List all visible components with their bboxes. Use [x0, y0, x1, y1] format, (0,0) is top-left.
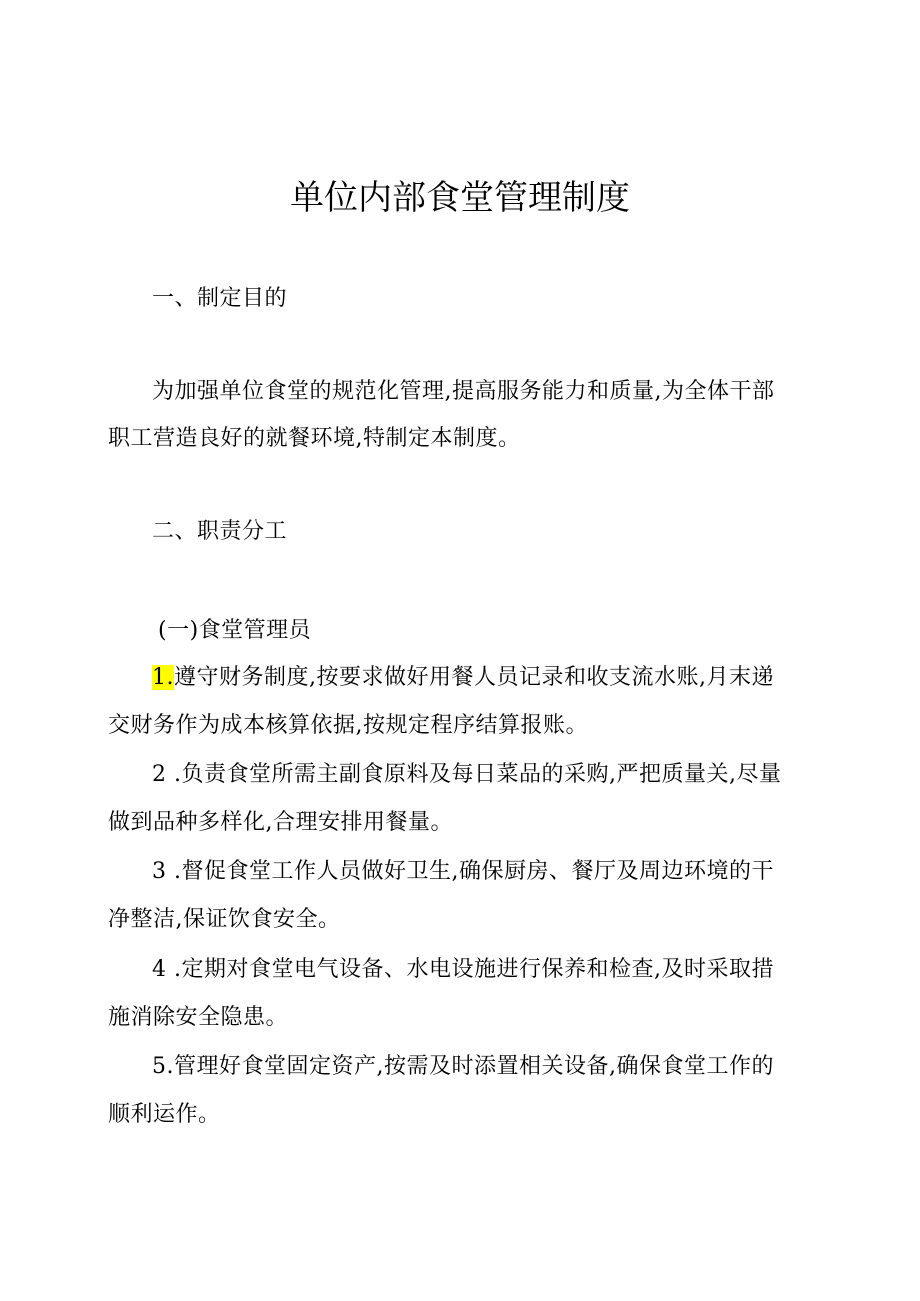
list-item-continuation: 做到品种多样化,合理安排用餐量。: [108, 810, 453, 835]
item-text: .定期对食堂电气设备、水电设施进行保养和检查,及时采取措: [174, 957, 774, 982]
item-number: 2: [152, 762, 167, 787]
list-item: [152, 760, 781, 790]
list-item-continuation: 顺利运作。: [108, 1102, 221, 1127]
item-number: 4: [152, 957, 167, 982]
list-item-continuation: 施消除安全隐患。: [108, 1005, 289, 1030]
item-text: 管理好食堂固定资产,按需及时添置相关设备,确保食堂工作的: [174, 1054, 774, 1079]
paragraph-line: 职工营造良好的就餐环境,特制定本制度。: [108, 426, 521, 451]
paragraph-line: 为加强单位食堂的规范化管理,提高服务能力和质量,为全体干部: [152, 379, 775, 404]
page-title: 单位内部食堂管理制度: [290, 178, 630, 218]
item-number: 5.: [152, 1054, 174, 1079]
list-item: [152, 857, 774, 887]
item-text: .负责食堂所需主副食原料及每日菜品的采购,严把质量关,尽量: [174, 762, 782, 787]
list-item: [152, 663, 774, 693]
item-text: 遵守财务制度,按要求做好用餐人员记录和收支流水账,月末递: [174, 665, 774, 690]
subheading-canteen-manager: (一)食堂管理员: [158, 618, 312, 643]
list-item-continuation: 交财务作为成本核算依据,按规定程序结算报账。: [108, 713, 588, 738]
item-number-highlight: 1.: [152, 665, 174, 690]
item-text: .督促食堂工作人员做好卫生,确保厨房、餐厅及周边环境的干: [174, 859, 774, 884]
item-number: 3: [152, 859, 167, 884]
list-item: [152, 955, 774, 985]
section-heading-purpose: 一、制定目的: [152, 286, 288, 311]
list-item: [152, 1052, 774, 1082]
list-item-continuation: 净整洁,保证饮食安全。: [108, 907, 341, 932]
section-heading-duties: 二、职责分工: [152, 519, 288, 544]
